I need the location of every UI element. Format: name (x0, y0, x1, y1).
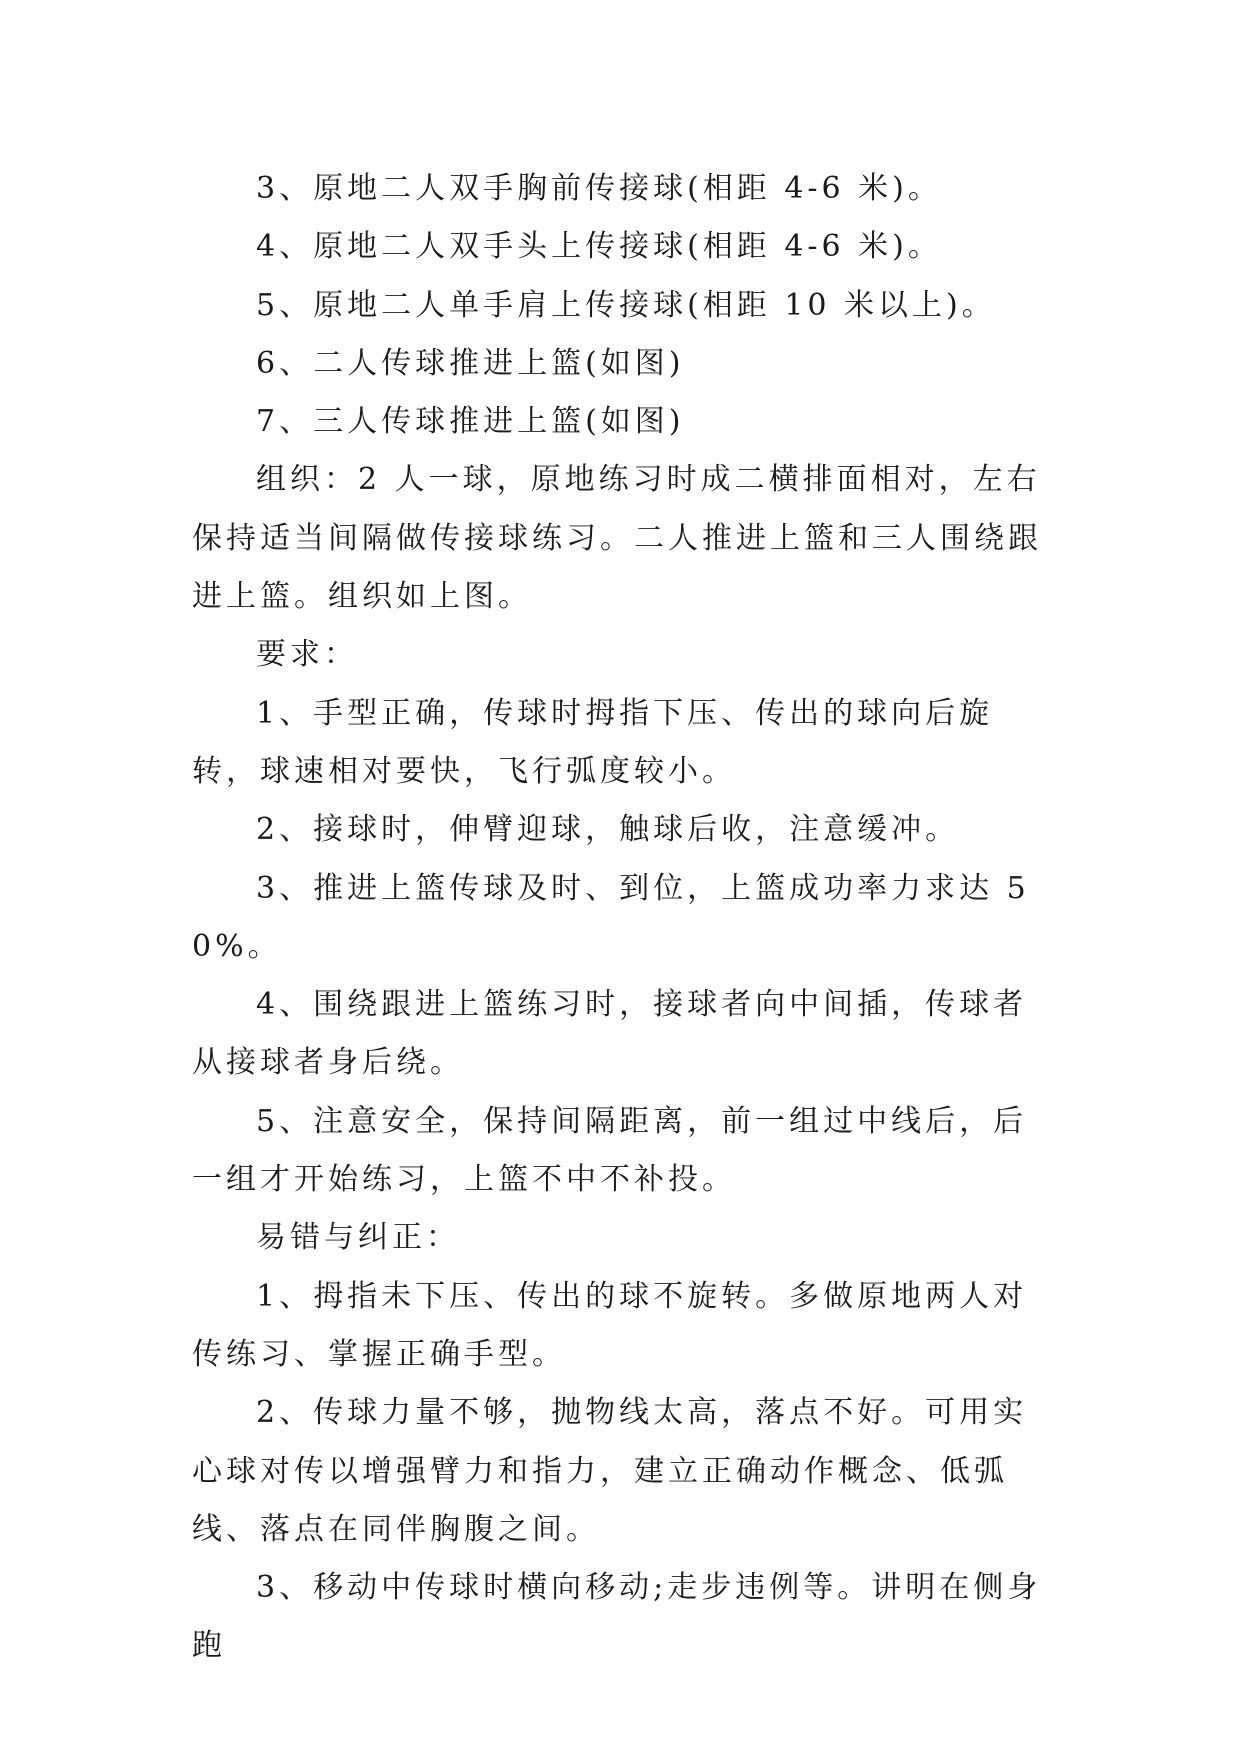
requirement-item-1: 1、手型正确，传球时拇指下压、传出的球向后旋转，球速相对要快，飞行弧度较小。 (192, 695, 994, 789)
drill-item-7: 7、三人传球推进上篮(如图) (256, 404, 685, 440)
organization-paragraph: 组织：2 人一球，原地练习时成二横排面相对，左右保持适当间隔做传接球练习。二人推进上篮和三人围绕跟进上篮。组织如上图。 (192, 462, 1042, 615)
requirement-item-2: 2、接球时，伸臂迎球，触球后收，注意缓冲。 (256, 812, 960, 848)
error-item-2: 2、传球力量不够，抛物线太高，落点不好。可用实心球对传以增强臂力和指力，建立正确动作概念、低弧线、落点在同伴胸腹之间。 (192, 1395, 1028, 1547)
drill-item-6: 6、二人传球推进上篮(如图) (256, 345, 685, 381)
requirement-item-5: 5、注意安全，保持间隔距离，前一组过中线后，后一组才开始练习，上篮不中不补投。 (192, 1103, 1028, 1198)
requirement-item-3: 3、推进上篮传球及时、到位，上篮成功率力求达 50%。 (192, 870, 1030, 964)
document-body (192, 160, 1056, 1676)
errors-heading: 易错与纠正： (256, 1220, 460, 1256)
drill-item-5: 5、原地二人单手肩上传接球(相距 10 米以上)。 (256, 287, 996, 323)
requirement-item-4: 4、围绕跟进上篮练习时，接球者向中间插，传球者从接球者身后绕。 (192, 987, 1028, 1081)
error-item-3: 3、移动中传球时横向移动;走步违例等。讲明在侧身跑 (192, 1570, 1042, 1664)
drill-item-3: 3、原地二人双手胸前传接球(相距 4-6 米)。 (256, 171, 942, 206)
requirements-heading: 要求： (256, 637, 358, 673)
error-item-1: 1、拇指未下压、传出的球不旋转。多做原地两人对传练习、掌握正确手型。 (192, 1278, 1028, 1372)
drill-item-4: 4、原地二人双手头上传接球(相距 4-6 米)。 (256, 229, 942, 265)
